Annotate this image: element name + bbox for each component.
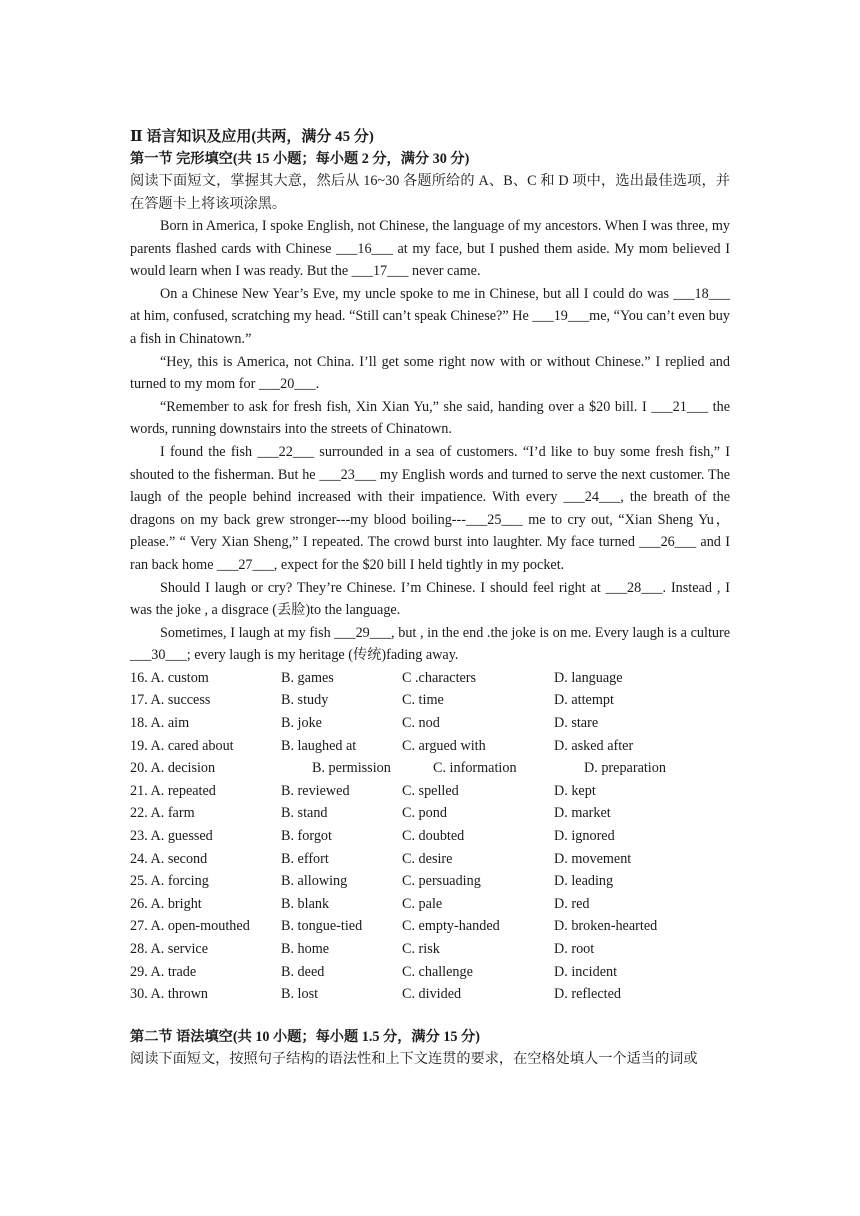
passage-paragraph: On a Chinese New Year’s Eve, my uncle spoke to me in Chinese, but all I could do was ___18___ at him, confused, scratching my head. “Still can’t speak Chinese?” He ___19___me, “You can’t even buy a fish in Chinatown.” (130, 285, 730, 347)
option-c: C. time (402, 692, 444, 709)
section1-title: 第一节 完形填空(共 15 小题；每小题 2 分，满分 30 分) (130, 151, 470, 167)
option-b: B. forgot (281, 828, 332, 845)
option-d: D. language (554, 669, 623, 686)
option-b: B. effort (281, 850, 329, 867)
option-c: C. risk (402, 941, 440, 957)
section2-title: 第二节 语法填空(共 10 小题；每小题 1.5 分，满分 15 分) (130, 1028, 480, 1045)
question-options-17 (130, 689, 730, 712)
option-a: 23. A. guessed (130, 828, 213, 845)
option-b: B. permission (312, 760, 391, 777)
options-list (130, 667, 730, 1006)
option-a: 20. A. decision (130, 760, 216, 777)
option-c: C. divided (402, 986, 462, 1003)
question-options-20 (130, 757, 730, 780)
option-d: D. preparation (584, 760, 666, 777)
option-c: C. desire (402, 850, 453, 867)
question-options-24 (130, 848, 730, 871)
option-c: C. argued with (402, 737, 486, 754)
section2-instructions: 阅读下面短文，按照句子结构的语法性和上下文连贯的要求，在空格处填人一个适当的词或 (130, 1050, 698, 1067)
option-c: C. doubted (402, 828, 465, 845)
option-a: 17. A. success (130, 692, 211, 709)
passage-paragraph: I found the fish ___22___ surrounded in a sea of customers. “I’d like to buy some fresh fish,” I shouted to the fisherman. But he ___23___ my English words and turned to serve the next customer. The laugh of the people behind increased with their impatience. With every ___24___, the breath of the dragons on my back grew stronger---my blood boiling---___25___ me to cry out, “Xian Sheng Yu， please.” “ Very Xian Sheng,” I repeated. The crowd burst into laughter. My face turned ___26___ and I ran back home ___27___, expect for the $20 bill I held tightly in my pocket. (130, 443, 730, 573)
passage-paragraph: Born in America, I spoke English, not Chinese, the language of my ancestors. When I was three, my parents flashed cards with Chinese ___16___ at my face, but I pushed them aside. My mom believed I would learn when I was ready. But the ___17___ never came. (130, 218, 730, 280)
question-options-30 (130, 983, 730, 1006)
option-d: D. red (554, 895, 590, 912)
option-c: C. information (433, 760, 517, 777)
option-d: D. stare (554, 715, 599, 732)
option-b: B. deed (281, 963, 325, 980)
option-b: B. home (281, 941, 330, 957)
option-c: C. pond (402, 805, 447, 822)
question-options-23 (130, 825, 730, 848)
option-c: C. spelled (402, 782, 459, 799)
option-a: 18. A. aim (130, 715, 190, 732)
option-b: B. games (281, 669, 334, 686)
option-c: C. persuading (402, 873, 481, 890)
option-a: 30. A. thrown (130, 986, 209, 1003)
question-options-18 (130, 712, 730, 735)
option-d: D. incident (554, 963, 618, 980)
option-a: 19. A. cared about (130, 737, 234, 754)
part-heading: Ⅱ 语言知识及应用(共两，满分 45 分) (130, 129, 374, 145)
section1-instructions: 阅读下面短文，掌握其大意，然后从 16~30 各题所给的 A、B、C 和 D 项中，选出最佳选项，并在答题卡上将该项涂黑。 (130, 173, 730, 212)
option-c: C. nod (402, 715, 440, 732)
option-c: C. empty-handed (402, 918, 500, 935)
option-a: 26. A. bright (130, 895, 202, 912)
option-b: B. joke (281, 715, 322, 732)
option-a: 22. A. farm (130, 805, 195, 822)
option-b: B. stand (281, 805, 328, 822)
option-a: 28. A. service (130, 941, 209, 957)
option-d: D. leading (554, 873, 614, 890)
section2 (130, 1026, 730, 1071)
option-d: D. broken-hearted (554, 918, 658, 935)
question-options-16 (130, 667, 730, 690)
option-a: 29. A. trade (130, 963, 197, 980)
question-options-27 (130, 915, 730, 938)
question-options-26 (130, 893, 730, 916)
question-options-29 (130, 961, 730, 984)
question-options-25 (130, 870, 730, 893)
question-options-28 (130, 938, 730, 961)
option-d: D. ignored (554, 828, 615, 845)
option-b: B. study (281, 692, 329, 709)
option-d: D. reflected (554, 986, 621, 1003)
question-options-22 (130, 802, 730, 825)
option-d: D. attempt (554, 692, 614, 709)
option-c: C. challenge (402, 963, 473, 980)
question-options-19 (130, 735, 730, 758)
option-a: 25. A. forcing (130, 873, 209, 890)
option-d: D. asked after (554, 737, 634, 754)
passage-paragraph: “Remember to ask for fresh fish, Xin Xian Yu,” she said, handing over a $20 bill. I ___21___ the words, running downstairs into the streets of Chinatown. (130, 398, 730, 438)
passage-paragraph: Should I laugh or cry? They’re Chinese. I’m Chinese. I should feel right at ___28___. Instead , I was the joke , a disgrace (丢脸)to the language. (130, 579, 730, 619)
question-options-21 (130, 780, 730, 803)
option-a: 27. A. open-mouthed (130, 918, 250, 935)
passage (130, 215, 730, 667)
option-d: D. market (554, 805, 611, 822)
option-b: B. allowing (281, 873, 348, 890)
option-d: D. root (554, 941, 595, 957)
passage-paragraph: “Hey, this is America, not China. I’ll get some right now with or without Chinese.” I replied and turned to my mom for ___20___. (130, 353, 730, 393)
option-a: 24. A. second (130, 850, 208, 867)
passage-paragraph: Sometimes, I laugh at my fish ___29___, but , in the end .the joke is on me. Every laugh is a culture ___30___; every laugh is my heritage (传统)fading away. (130, 624, 730, 664)
option-c: C .characters (402, 669, 477, 686)
option-c: C. pale (402, 895, 443, 912)
option-d: D. kept (554, 782, 596, 799)
option-b: B. reviewed (281, 782, 350, 799)
option-a: 16. A. custom (130, 669, 209, 686)
option-b: B. tongue-tied (281, 918, 363, 935)
option-b: B. blank (281, 895, 330, 912)
option-d: D. movement (554, 850, 632, 867)
option-a: 21. A. repeated (130, 782, 216, 799)
option-b: B. laughed at (281, 737, 357, 754)
option-b: B. lost (281, 986, 319, 1003)
document-page (130, 126, 730, 1070)
